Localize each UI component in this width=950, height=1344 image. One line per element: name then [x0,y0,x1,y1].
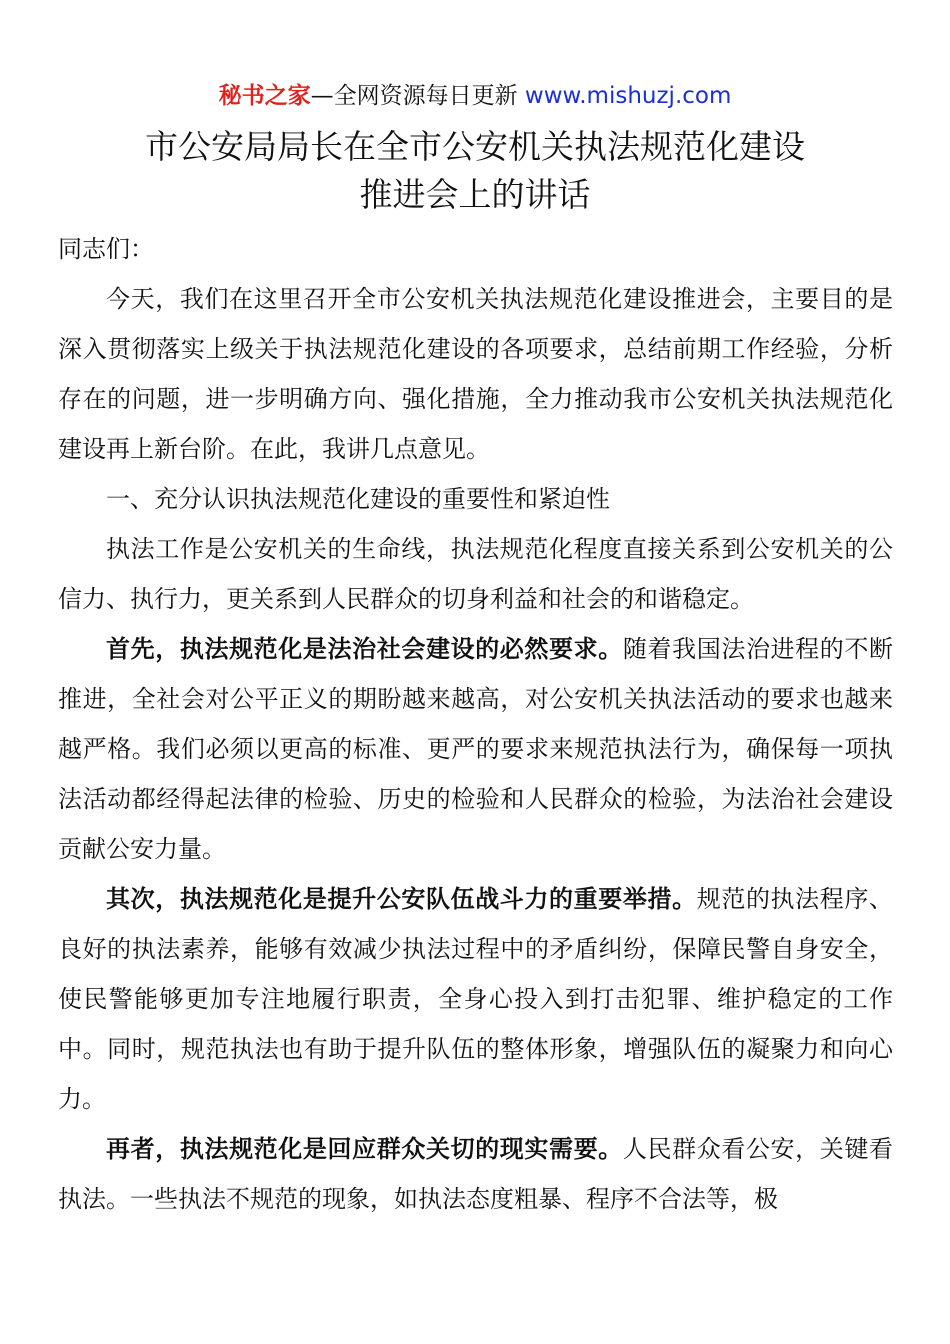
salutation: 同志们： [58,235,154,263]
paragraph-5-lead: 再者，执法规范化是回应群众关切的现实需要。 [106,1135,623,1163]
document-title-line-2: 推进会上的讲话 [359,175,591,214]
site-brand: 秘书之家 [218,83,311,109]
site-banner [0,80,950,112]
document-body [58,224,893,1224]
paragraph-3-lead: 首先，执法规范化是法治社会建设的必然要求。 [106,635,623,663]
paragraph-5-text: 人民群众看公安，关键看执法。一些执法不规范的现象，如执法态度粗暴、程序不合法等，极 [58,1135,894,1213]
paragraph-4-text: 规范的执法程序、良好的执法素养，能够有效减少执法过程中的矛盾纠纷，保障民警自身安全，使民警能够更加专注地履行职责，全身心投入到打击犯罪、维护稳定的工作中。同时，规范执法也有助于提升队伍的整体形象，增强队伍的凝聚力和向心力。 [58,885,894,1113]
document-title-line-1: 市公安局局长在全市公安机关执法规范化建设 [145,127,805,166]
paragraph-2: 执法工作是公安机关的生命线，执法规范化程度直接关系到公安机关的公信力、执行力，更关系到人民群众的切身利益和社会的和谐稳定。 [58,535,893,613]
paragraph-4-lead: 其次，执法规范化是提升公安队伍战斗力的重要举措。 [106,885,697,913]
site-slogan: —全网资源每日更新 [310,83,518,109]
paragraph-4 [58,874,893,1124]
site-url-link[interactable]: www.mishuzj.com [524,83,732,109]
paragraph-3-text: 随着我国法治进程的不断推进，全社会对公平正义的期盼越来越高，对公安机关执法活动的要求也越来越严格。我们必须以更高的标准、更严的要求来规范执法行为，确保每一项执法活动都经得起法律的检验、历史的检验和人民群众的检验，为法治社会建设贡献公安力量。 [58,635,894,863]
section-heading-1: 一、充分认识执法规范化建设的重要性和紧迫性 [106,485,610,513]
paragraph-5 [58,1124,893,1224]
paragraph-intro: 今天，我们在这里召开全市公安机关执法规范化建设推进会，主要目的是深入贯彻落实上级关于执法规范化建设的各项要求，总结前期工作经验，分析存在的问题，进一步明确方向、强化措施，全力推动我市公安机关执法规范化建设再上新台阶。在此，我讲几点意见。 [58,285,893,463]
paragraph-3 [58,624,893,874]
